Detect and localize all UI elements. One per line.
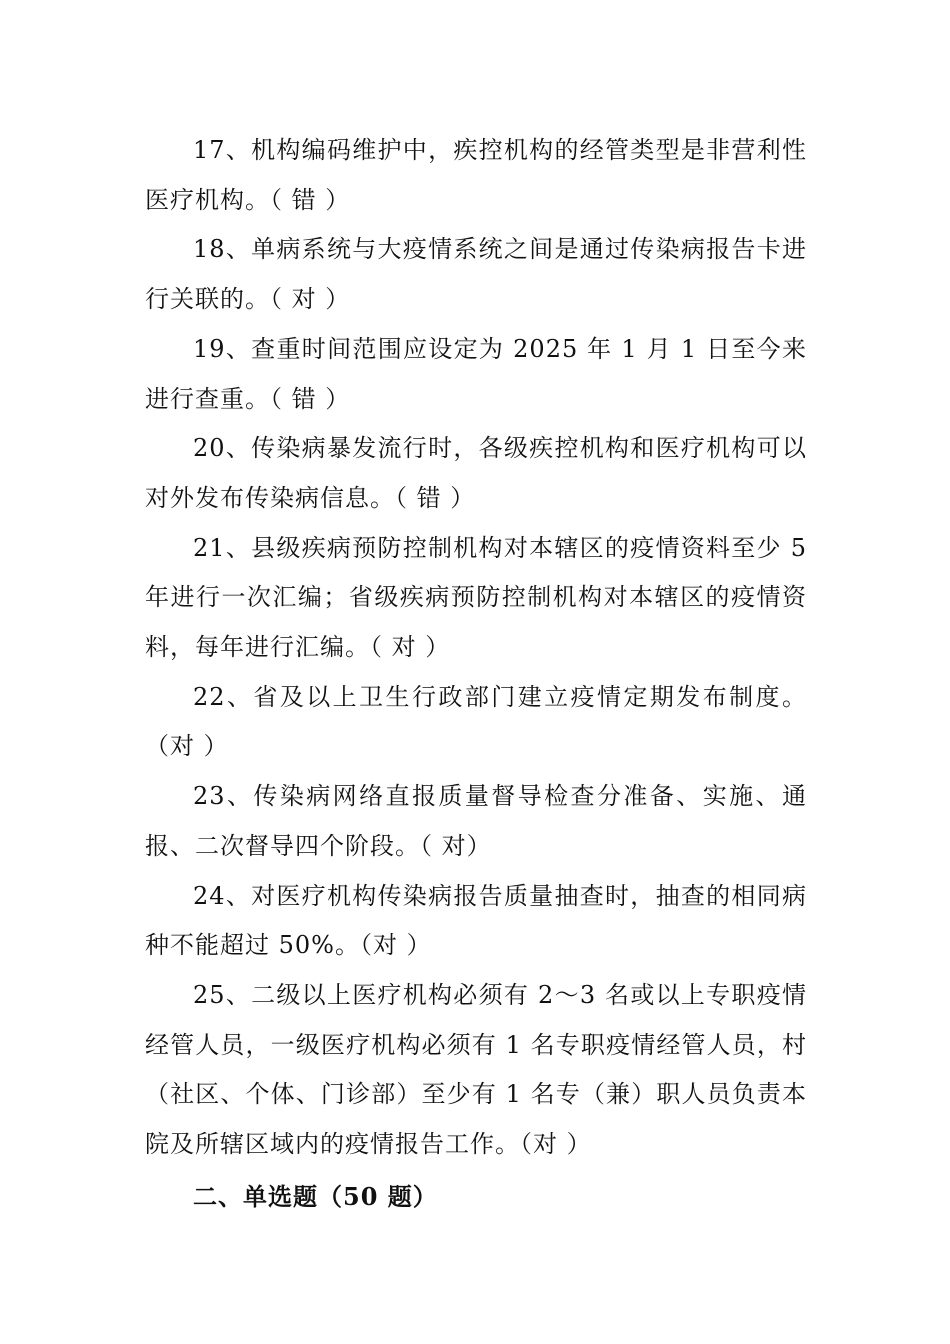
question-23: 23、传染病网络直报质量督导检查分准备、实施、通报、二次督导四个阶段。（ 对） xyxy=(145,782,807,860)
question-19: 19、查重时间范围应设定为 2025 年 1 月 1 日至今来进行查重。（ 错 ） xyxy=(145,334,807,413)
question-22: 22、省及以上卫生行政部门建立疫情定期发布制度。（对 ） xyxy=(145,682,807,761)
question-25: 25、二级以上医疗机构必须有 2～3 名或以上专职疫情经管人员，一级医疗机构必须有 1 名专职疫情经管人员，村（社区、个体、门诊部）至少有 1 名专（兼）职人员负责本院及所辖区域内的疫情报告工作。（对 ） xyxy=(145,980,807,1159)
document-body xyxy=(145,126,807,1221)
section-heading: 二、单选题（50 题） xyxy=(193,1181,438,1211)
question-17: 17、机构编码维护中，疾控机构的经管类型是非营利性医疗机构。（ 错 ） xyxy=(145,136,807,214)
question-20: 20、传染病暴发流行时，各级疾控机构和医疗机构可以对外发布传染病信息。（ 错 ） xyxy=(145,434,807,512)
question-18: 18、单病系统与大疫情系统之间是通过传染病报告卡进行关联的。（ 对 ） xyxy=(145,235,807,314)
question-24: 24、对医疗机构传染病报告质量抽查时，抽查的相同病种不能超过 50%。（对 ） xyxy=(145,881,807,960)
question-21: 21、县级疾病预防控制机构对本辖区的疫情资料至少 5 年进行一次汇编；省级疾病预防控制机构对本辖区的疫情资料，每年进行汇编。（ 对 ） xyxy=(145,533,807,662)
